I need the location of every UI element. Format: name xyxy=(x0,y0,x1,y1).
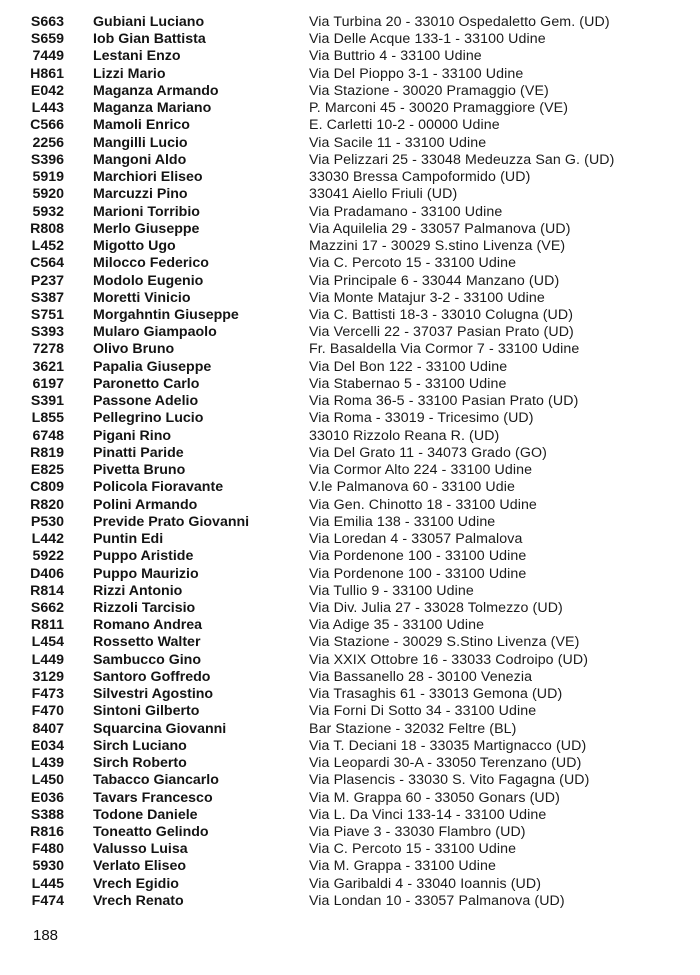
member-code: 5920 xyxy=(32,186,64,203)
list-item xyxy=(0,290,700,307)
list-item xyxy=(0,790,700,807)
list-item xyxy=(0,393,700,410)
member-code: P530 xyxy=(30,513,64,530)
member-name: Marcuzzi Pino xyxy=(93,186,188,203)
member-address: Via Buttrio 4 - 33100 Udine xyxy=(309,48,482,65)
member-address: Via Vercelli 22 - 37037 Pasian Prato (UD) xyxy=(309,324,574,341)
member-name: Romano Andrea xyxy=(93,617,203,634)
list-item xyxy=(0,376,700,393)
member-code: 6748 xyxy=(32,427,64,444)
member-code: 7449 xyxy=(32,48,64,65)
member-name: Tavars Francesco xyxy=(93,789,213,806)
member-code: F480 xyxy=(31,841,64,858)
member-address: Via Roma 36-5 - 33100 Pasian Prato (UD) xyxy=(309,393,579,410)
member-address: Via Principale 6 - 33044 Manzano (UD) xyxy=(309,272,560,289)
member-name: Tabacco Giancarlo xyxy=(93,772,219,789)
member-address: Via Londan 10 - 33057 Palmanova (UD) xyxy=(309,892,565,909)
member-code: 5930 xyxy=(32,858,64,875)
member-name: Silvestri Agostino xyxy=(93,686,214,703)
list-item xyxy=(0,14,700,31)
member-address: Via Gen. Chinotto 18 - 33100 Udine xyxy=(309,496,537,513)
list-item xyxy=(0,410,700,427)
list-item xyxy=(0,755,700,772)
list-item xyxy=(0,652,700,669)
list-item xyxy=(0,566,700,583)
member-name: Lestani Enzo xyxy=(93,48,181,65)
member-code: 5932 xyxy=(32,203,64,220)
member-name: Pigani Rino xyxy=(93,427,172,444)
member-address: 33010 Rizzolo Reana R. (UD) xyxy=(309,427,500,444)
member-address: E. Carletti 10-2 - 00000 Udine xyxy=(309,117,500,134)
member-address: Via Garibaldi 4 - 33040 Ioannis (UD) xyxy=(309,875,542,892)
member-code: R820 xyxy=(30,496,64,513)
list-item xyxy=(0,497,700,514)
list-item xyxy=(0,824,700,841)
member-code: R816 xyxy=(30,824,64,841)
member-name: Polini Armando xyxy=(93,496,198,513)
member-address: Via Del Pioppo 3-1 - 33100 Udine xyxy=(309,65,524,82)
member-name: Marioni Torribio xyxy=(93,203,200,220)
member-name: Puppo Aristide xyxy=(93,548,194,565)
member-name: Santoro Goffredo xyxy=(93,668,211,685)
member-code: E825 xyxy=(30,462,64,479)
member-code: S388 xyxy=(30,806,64,823)
member-name: Maganza Mariano xyxy=(93,100,212,117)
list-item xyxy=(0,583,700,600)
page-number: 188 xyxy=(33,927,59,944)
member-code: C809 xyxy=(30,479,64,496)
member-name: Moretti Vinicio xyxy=(93,289,191,306)
member-address: 33041 Aiello Friuli (UD) xyxy=(309,186,458,203)
member-code: S396 xyxy=(30,151,64,168)
member-code: R808 xyxy=(30,220,64,237)
member-code: C564 xyxy=(30,255,64,272)
list-item xyxy=(0,876,700,893)
member-code: F473 xyxy=(31,686,64,703)
member-name: Morgahntin Giuseppe xyxy=(93,306,239,323)
member-name: Rossetto Walter xyxy=(93,634,201,651)
member-name: Vrech Renato xyxy=(93,892,184,909)
member-code: R819 xyxy=(30,444,64,461)
member-name: Todone Daniele xyxy=(93,806,198,823)
member-address: Via Tullio 9 - 33100 Udine xyxy=(309,582,474,599)
member-address: Via Del Bon 122 - 33100 Udine xyxy=(309,358,508,375)
member-name: Mangilli Lucio xyxy=(93,134,188,151)
member-address: Via Roma - 33019 - Tricesimo (UD) xyxy=(309,410,534,427)
member-code: S659 xyxy=(30,31,64,48)
member-name: Puppo Maurizio xyxy=(93,565,199,582)
list-item xyxy=(0,341,700,358)
member-name: Rizzoli Tarcisio xyxy=(93,599,196,616)
list-item xyxy=(0,893,700,910)
list-item xyxy=(0,686,700,703)
list-item xyxy=(0,255,700,272)
member-address: Via Bassanello 28 - 30100 Venezia xyxy=(309,668,533,685)
member-code: L442 xyxy=(31,531,64,548)
member-address: Via M. Grappa 60 - 33050 Gonars (UD) xyxy=(309,789,560,806)
list-item xyxy=(0,462,700,479)
member-code: S393 xyxy=(30,324,64,341)
list-item xyxy=(0,703,700,720)
member-address: Bar Stazione - 32032 Feltre (BL) xyxy=(309,720,517,737)
member-name: Toneatto Gelindo xyxy=(93,824,209,841)
member-code: L445 xyxy=(31,875,64,892)
list-item xyxy=(0,100,700,117)
list-item xyxy=(0,445,700,462)
member-address: Via Monte Matajur 3-2 - 33100 Udine xyxy=(309,289,545,306)
member-address: Via Pradamano - 33100 Udine xyxy=(309,203,503,220)
member-address: Via Forni Di Sotto 34 - 33100 Udine xyxy=(309,703,537,720)
member-name: Mamoli Enrico xyxy=(93,117,190,134)
member-name: Olivo Bruno xyxy=(93,341,175,358)
member-name: Pivetta Bruno xyxy=(93,462,186,479)
list-item xyxy=(0,738,700,755)
member-address: Via Cormor Alto 224 - 33100 Udine xyxy=(309,462,533,479)
member-name: Mularo Giampaolo xyxy=(93,324,217,341)
member-address: Via Plasencis - 33030 S. Vito Fagagna (UD) xyxy=(309,772,590,789)
member-address: Via C. Percoto 15 - 33100 Udine xyxy=(309,255,517,272)
list-item xyxy=(0,772,700,789)
list-item xyxy=(0,324,700,341)
list-item xyxy=(0,135,700,152)
member-address: Via M. Grappa - 33100 Udine xyxy=(309,858,496,875)
member-address: Mazzini 17 - 30029 S.stino Livenza (VE) xyxy=(309,238,566,255)
member-name: Mangoni Aldo xyxy=(93,151,187,168)
member-address: Via Stazione - 30020 Pramaggio (VE) xyxy=(309,82,549,99)
member-code: L443 xyxy=(31,100,64,117)
member-code: P237 xyxy=(30,272,64,289)
member-code: L439 xyxy=(31,755,64,772)
member-address: Fr. Basaldella Via Cormor 7 - 33100 Udine xyxy=(309,341,580,358)
list-item xyxy=(0,514,700,531)
member-code: L452 xyxy=(31,238,64,255)
list-item xyxy=(0,83,700,100)
member-list xyxy=(0,14,700,910)
member-code: 5919 xyxy=(32,169,64,186)
list-item xyxy=(0,428,700,445)
member-code: S751 xyxy=(30,306,64,323)
member-name: Sintoni Gilberto xyxy=(93,703,200,720)
member-name: Papalia Giuseppe xyxy=(93,358,212,375)
list-item xyxy=(0,117,700,134)
member-name: Rizzi Antonio xyxy=(93,582,183,599)
member-name: Sirch Luciano xyxy=(93,737,187,754)
member-address: V.le Palmanova 60 - 33100 Udie xyxy=(309,479,515,496)
member-name: Sambucco Gino xyxy=(93,651,201,668)
member-code: 2256 xyxy=(32,134,64,151)
member-name: Policola Fioravante xyxy=(93,479,224,496)
member-address: Via Pordenone 100 - 33100 Udine xyxy=(309,565,527,582)
member-code: 8407 xyxy=(32,720,64,737)
member-address: Via T. Deciani 18 - 33035 Martignacco (UD) xyxy=(309,737,587,754)
list-item xyxy=(0,531,700,548)
member-name: Squarcina Giovanni xyxy=(93,720,227,737)
member-address: Via Del Grato 11 - 34073 Grado (GO) xyxy=(309,444,547,461)
member-address: Via C. Battisti 18-3 - 33010 Colugna (UD) xyxy=(309,306,574,323)
member-address: P. Marconi 45 - 30020 Pramaggiore (VE) xyxy=(309,100,569,117)
member-address: Via Adige 35 - 33100 Udine xyxy=(309,617,485,634)
list-item xyxy=(0,721,700,738)
member-address: Via Pordenone 100 - 33100 Udine xyxy=(309,548,527,565)
member-code: S387 xyxy=(30,289,64,306)
member-name: Gubiani Luciano xyxy=(93,14,205,30)
member-address: Via Sacile 11 - 33100 Udine xyxy=(309,134,487,151)
member-name: Iob Gian Battista xyxy=(93,31,206,48)
member-address: Via Leopardi 30-A - 33050 Terenzano (UD) xyxy=(309,755,582,772)
member-code: L450 xyxy=(31,772,64,789)
member-address: 33030 Bressa Campoformido (UD) xyxy=(309,169,531,186)
member-code: 3621 xyxy=(32,358,64,375)
member-code: 3129 xyxy=(32,668,64,685)
member-name: Milocco Federico xyxy=(93,255,209,272)
member-code: H861 xyxy=(30,65,64,82)
member-address: Via Aquilelia 29 - 33057 Palmanova (UD) xyxy=(309,220,571,237)
list-item xyxy=(0,359,700,376)
member-name: Pinatti Paride xyxy=(93,444,184,461)
member-code: S663 xyxy=(30,14,64,30)
member-code: L855 xyxy=(31,410,64,427)
list-item xyxy=(0,204,700,221)
member-address: Via Turbina 20 - 33010 Ospedaletto Gem. (UD) xyxy=(309,14,610,30)
member-address: Via Loredan 4 - 33057 Palmalova xyxy=(309,531,523,548)
member-code: E036 xyxy=(30,789,64,806)
member-address: Via L. Da Vinci 133-14 - 33100 Udine xyxy=(309,806,547,823)
list-item xyxy=(0,617,700,634)
member-address: Via Trasaghis 61 - 33013 Gemona (UD) xyxy=(309,686,563,703)
member-address: Via Emilia 138 - 33100 Udine xyxy=(309,513,496,530)
list-item xyxy=(0,479,700,496)
member-name: Passone Adelio xyxy=(93,393,199,410)
member-name: Merlo Giuseppe xyxy=(93,220,200,237)
list-item xyxy=(0,186,700,203)
list-item xyxy=(0,152,700,169)
member-name: Valusso Luisa xyxy=(93,841,188,858)
member-name: Sirch Roberto xyxy=(93,755,187,772)
member-code: 7278 xyxy=(32,341,64,358)
member-name: Paronetto Carlo xyxy=(93,375,200,392)
list-item xyxy=(0,807,700,824)
member-code: F470 xyxy=(31,703,64,720)
member-address: Via C. Percoto 15 - 33100 Udine xyxy=(309,841,517,858)
member-address: Via Stabernao 5 - 33100 Udine xyxy=(309,375,507,392)
list-item xyxy=(0,634,700,651)
member-address: Via Div. Julia 27 - 33028 Tolmezzo (UD) xyxy=(309,599,563,616)
member-code: 5922 xyxy=(32,548,64,565)
member-code: F474 xyxy=(31,892,64,909)
member-code: E042 xyxy=(30,82,64,99)
list-item xyxy=(0,307,700,324)
member-name: Verlato Eliseo xyxy=(93,858,187,875)
list-item xyxy=(0,66,700,83)
member-address: Via Pelizzari 25 - 33048 Medeuzza San G. (UD) xyxy=(309,151,615,168)
member-code: E034 xyxy=(30,737,64,754)
member-address: Via Stazione - 30029 S.Stino Livenza (VE) xyxy=(309,634,580,651)
list-item xyxy=(0,548,700,565)
member-code: S391 xyxy=(30,393,64,410)
list-item xyxy=(0,221,700,238)
member-address: Via Piave 3 - 33030 Flambro (UD) xyxy=(309,824,526,841)
list-item xyxy=(0,273,700,290)
member-name: Modolo Eugenio xyxy=(93,272,204,289)
list-item xyxy=(0,600,700,617)
member-code: 6197 xyxy=(32,375,64,392)
member-code: L454 xyxy=(31,634,64,651)
member-name: Vrech Egidio xyxy=(93,875,179,892)
member-name: Maganza Armando xyxy=(93,82,219,99)
member-name: Puntin Edi xyxy=(93,531,164,548)
list-item xyxy=(0,841,700,858)
member-address: Via XXIX Ottobre 16 - 33033 Codroipo (UD) xyxy=(309,651,589,668)
list-item xyxy=(0,48,700,65)
member-code: L449 xyxy=(31,651,64,668)
member-name: Previde Prato Giovanni xyxy=(93,513,250,530)
member-name: Migotto Ugo xyxy=(93,238,176,255)
member-code: D406 xyxy=(30,565,64,582)
member-code: C566 xyxy=(30,117,64,134)
list-item xyxy=(0,31,700,48)
member-name: Pellegrino Lucio xyxy=(93,410,204,427)
member-code: R814 xyxy=(30,582,64,599)
list-item xyxy=(0,669,700,686)
member-code: S662 xyxy=(30,599,64,616)
member-name: Marchiori Eliseo xyxy=(93,169,203,186)
list-item xyxy=(0,238,700,255)
member-name: Lizzi Mario xyxy=(93,65,166,82)
member-code: R811 xyxy=(30,617,64,634)
member-address: Via Delle Acque 133-1 - 33100 Udine xyxy=(309,31,546,48)
list-item xyxy=(0,169,700,186)
list-item xyxy=(0,858,700,875)
